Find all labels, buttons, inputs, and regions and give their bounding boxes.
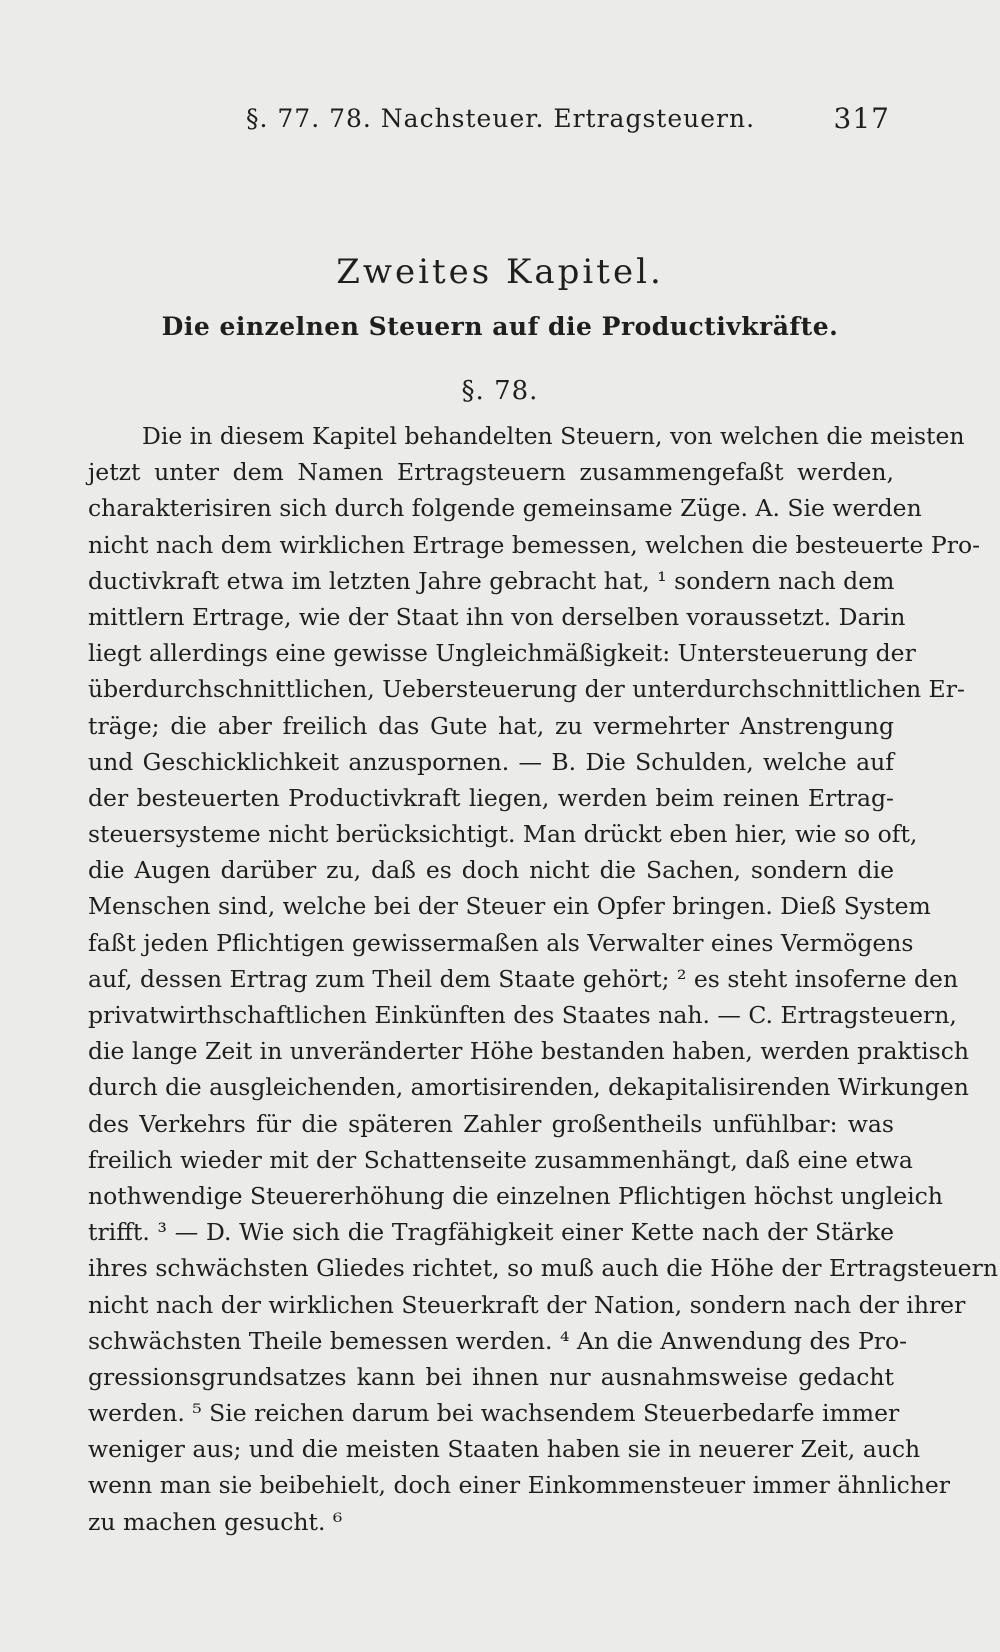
text-line: die Augen darüber zu, daß es doch nicht die Sachen, sondern die	[88, 856, 894, 885]
text-line: nothwendige Steuererhöhung die einzelnen Pflichtigen höchst ungleich	[88, 1181, 943, 1210]
page-header	[88, 100, 890, 140]
text-line: charakterisiren sich durch folgende gemeinsame Züge. A. Sie werden	[88, 494, 922, 523]
text-line: freilich wieder mit der Schattenseite zusammenhängt, daß eine etwa	[88, 1145, 913, 1174]
body-text	[88, 418, 998, 1540]
text-line: weniger aus; und die meisten Staaten haben sie in neuerer Zeit, auch	[88, 1435, 921, 1464]
text-line: werden. ⁵ Sie reichen darum bei wachsendem Steuerbedarfe immer	[88, 1399, 900, 1428]
text-line: des Verkehrs für die späteren Zahler großentheils unfühlbar: was	[88, 1109, 894, 1138]
text-line: und Geschicklichkeit anzuspornen. — B. Die Schulden, welche auf	[88, 747, 894, 776]
text-line: liegt allerdings eine gewisse Ungleichmäßigkeit: Untersteuerung der	[88, 639, 916, 668]
text-line: mittlern Ertrage, wie der Staat ihn von derselben voraussetzt. Darin	[88, 602, 906, 631]
text-line: durch die ausgleichenden, amortisirenden, dekapitalisirenden Wirkungen	[88, 1073, 969, 1102]
chapter-subtitle: Die einzelnen Steuern auf die Productivkräfte.	[161, 312, 839, 341]
chapter-title: Zweites Kapitel.	[336, 252, 664, 292]
text-line: trifft. ³ — D. Wie sich die Tragfähigkeit einer Kette nach der Stärke	[88, 1218, 894, 1247]
text-line: überdurchschnittlichen, Uebersteuerung der unterdurchschnittlichen Er-	[88, 675, 965, 704]
text-line: der besteuerten Productivkraft liegen, werden beim reinen Ertrag-	[88, 783, 894, 812]
text-line: träge; die aber freilich das Gute hat, zu vermehrter Anstrengung	[88, 711, 894, 740]
text-line: ihres schwächsten Gliedes richtet, so muß auch die Höhe der Ertragsteuern	[88, 1254, 998, 1283]
text-line: schwächsten Theile bemessen werden. ⁴ An die Anwendung des Pro-	[88, 1326, 908, 1355]
text-line: nicht nach dem wirklichen Ertrage bemessen, welchen die besteuerte Pro-	[88, 530, 981, 559]
text-line: nicht nach der wirklichen Steuerkraft der Nation, sondern nach der ihrer	[88, 1290, 966, 1319]
text-line: zu machen gesucht. ⁶	[88, 1507, 343, 1536]
text-line: privatwirthschaftlichen Einkünften des Staates nah. — C. Ertragsteuern,	[88, 1001, 957, 1029]
text-line: steuersysteme nicht berücksichtigt. Man drückt eben hier, wie so oft,	[88, 820, 918, 849]
text-line: faßt jeden Pflichtigen gewissermaßen als Verwalter eines Vermögens	[88, 928, 914, 957]
page-number: 317	[833, 102, 890, 135]
running-title: §. 77. 78. Nachsteuer. Ertragsteuern.	[246, 104, 756, 133]
text-line: gressionsgrundsatzes kann bei ihnen nur ausnahmsweise gedacht	[88, 1362, 894, 1391]
text-line: die lange Zeit in unveränderter Höhe bestanden haben, werden praktisch	[88, 1037, 970, 1066]
text-line: ductivkraft etwa im letzten Jahre gebracht hat, ¹ sondern nach dem	[88, 566, 895, 595]
text-line: jetzt unter dem Namen Ertragsteuern zusammengefaßt werden,	[88, 458, 894, 487]
text-line: auf, dessen Ertrag zum Theil dem Staate gehört; ² es steht insoferne den	[88, 964, 959, 993]
text-line: Menschen sind, welche bei der Steuer ein Opfer bringen. Dieß System	[88, 892, 931, 921]
section-heading: §. 78.	[461, 376, 539, 406]
text-line: wenn man sie beibehielt, doch einer Einkommensteuer immer ähnlicher	[88, 1471, 951, 1500]
text-line: Die in diesem Kapitel behandelten Steuern, von welchen die meisten	[142, 422, 965, 450]
